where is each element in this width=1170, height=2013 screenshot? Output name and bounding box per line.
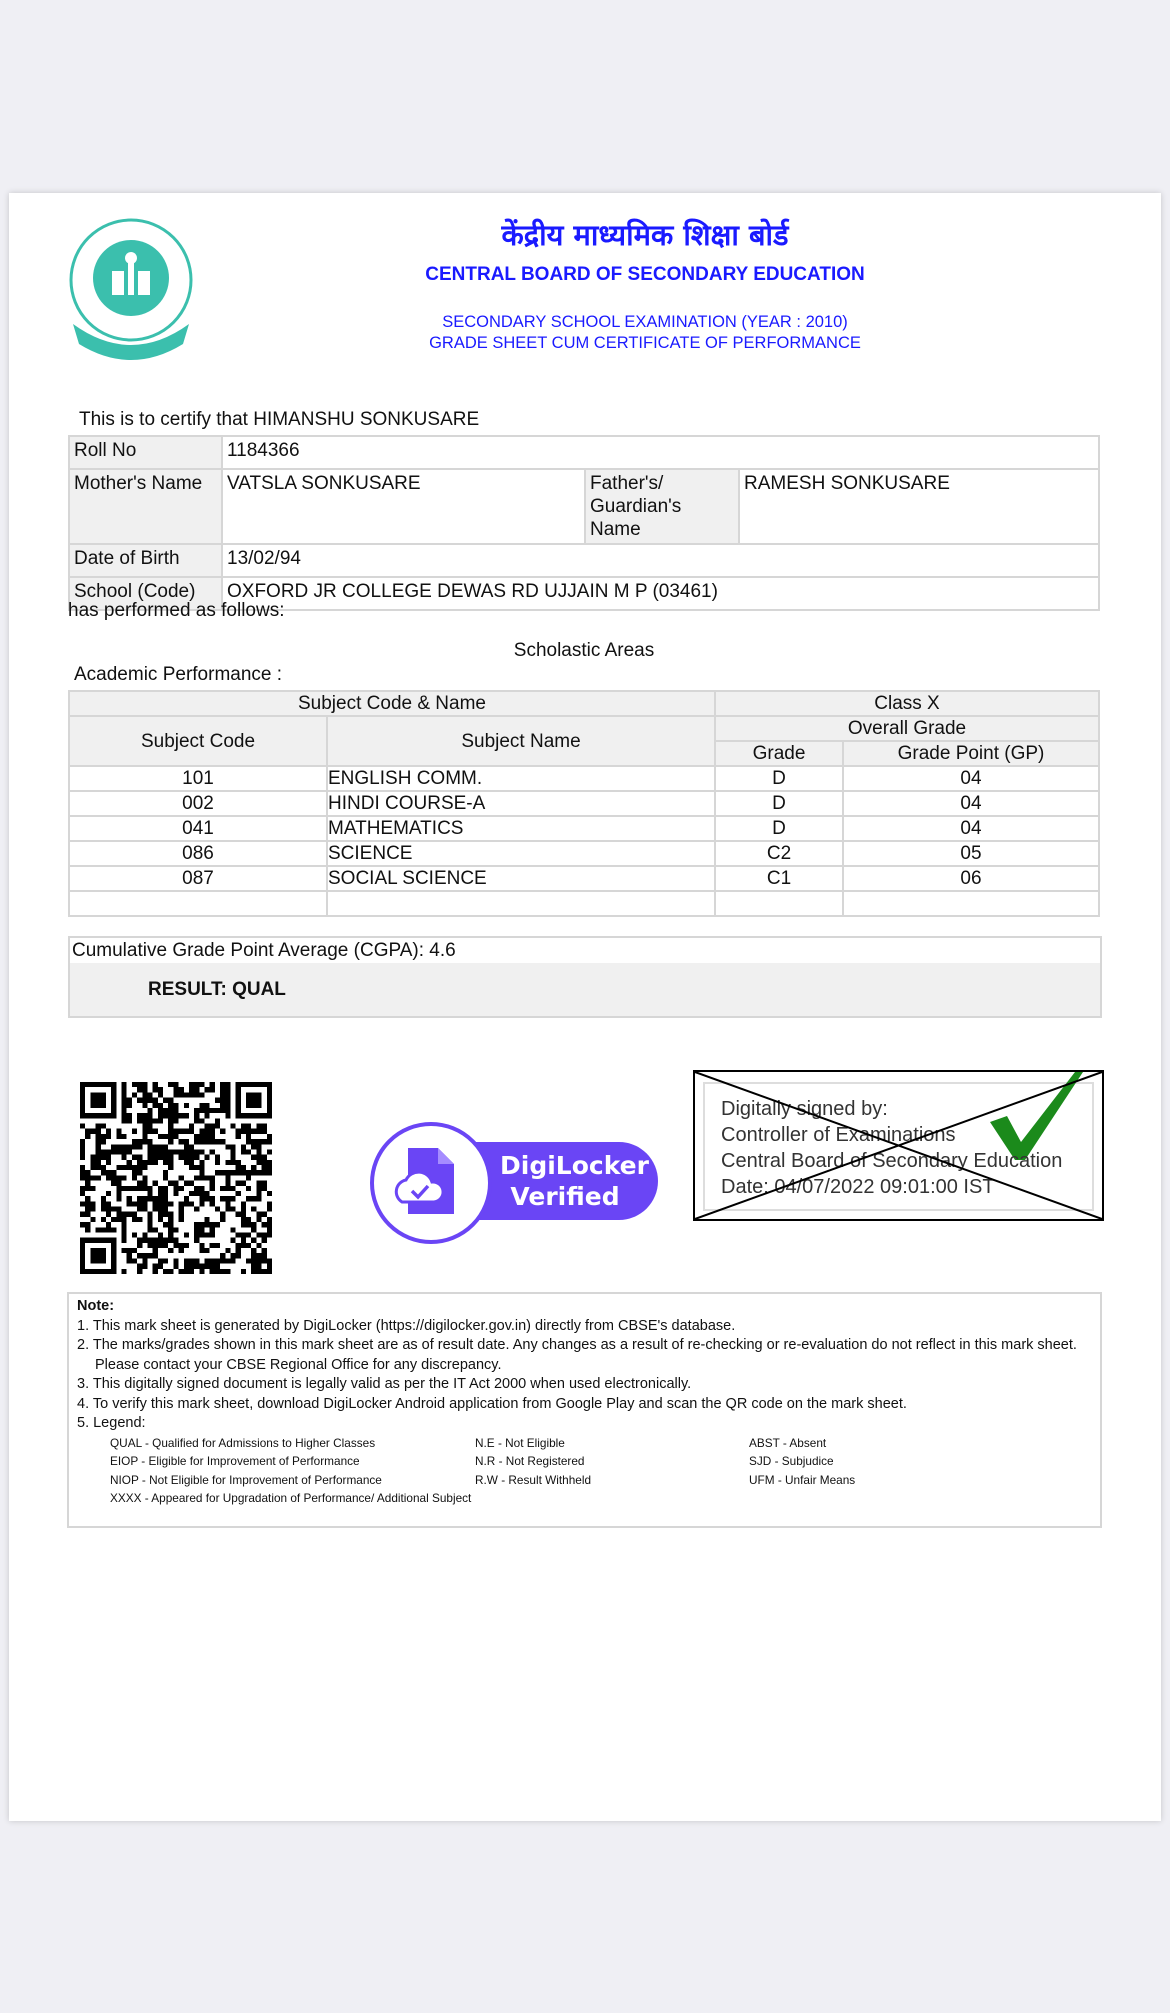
- header-subject: Subject Code & Name: [69, 691, 715, 716]
- legend-item: XXXX - Appeared for Upgradation of Performance/ Additional Subject: [110, 1491, 472, 1505]
- grade: C2: [715, 841, 843, 866]
- note-item: 3. This digitally signed document is legally valid as per the IT Act 2000 when used electronically.: [77, 1376, 692, 1392]
- badge-line-1: DigiLocker: [500, 1151, 649, 1180]
- grade-row: [69, 766, 1099, 791]
- grade: D: [715, 766, 843, 791]
- father-label-1: Father's/: [590, 473, 664, 494]
- legend-item: R.W - Result Withheld: [475, 1472, 592, 1487]
- legend-item: QUAL - Qualified for Admissions to Higher Classes: [110, 1435, 376, 1450]
- grade-row: [69, 791, 1099, 816]
- grades-table: [68, 690, 1100, 917]
- header-class: Class X: [715, 691, 1099, 716]
- note-item: 2. The marks/grades shown in this mark sheet are as of result date. Any changes as a result of re-checking or re-evaluation do not reflect in this mark sheet. Please contact your CBSE Regional Office for any discrepancy.: [77, 1337, 1077, 1373]
- subject-name: SOCIAL SCIENCE: [327, 866, 715, 891]
- father-value: RAMESH SONKUSARE: [739, 469, 1099, 544]
- subject-code: 002: [69, 791, 327, 816]
- school-value: OXFORD JR COLLEGE DEWAS RD UJJAIN M P (03461): [222, 577, 1099, 610]
- header-grade: Grade: [715, 741, 843, 766]
- empty-cell: [327, 891, 715, 916]
- result-text: RESULT: QUAL: [148, 979, 286, 1000]
- document-cloud-check-icon: [392, 1144, 462, 1218]
- legend-item: SJD - Subjudice: [749, 1454, 834, 1468]
- cross-lines: [695, 1072, 1102, 1219]
- note-title: Note:: [77, 1298, 115, 1314]
- father-label-2: Guardian's Name: [590, 496, 682, 540]
- performed-text: has performed as follows:: [68, 600, 285, 621]
- mother-label: Mother's Name: [69, 469, 222, 544]
- legend-item: N.E - Not Eligible: [475, 1435, 565, 1450]
- grade: C1: [715, 866, 843, 891]
- subject-code: 041: [69, 816, 327, 841]
- dob-value: 13/02/94: [222, 544, 1099, 577]
- sig-line-2: Controller of Examinations: [721, 1124, 956, 1146]
- note-item: 4. To verify this mark sheet, download DigiLocker Android application from Google Play and scan the QR code on the mark sheet.: [77, 1395, 907, 1412]
- subject-name: ENGLISH COMM.: [327, 766, 715, 791]
- roll-label: Roll No: [69, 436, 222, 469]
- grade-row: [69, 866, 1099, 891]
- grade-point: 04: [843, 766, 1099, 791]
- academic-label: Academic Performance :: [74, 664, 283, 685]
- dob-label: Date of Birth: [69, 544, 222, 577]
- note-item: 5. Legend:: [77, 1415, 146, 1431]
- sig-line-1: Digitally signed by:: [721, 1098, 888, 1120]
- roll-value: 1184366: [222, 436, 1099, 469]
- exam-title: [120, 312, 1170, 354]
- header-code: Subject Code: [69, 716, 327, 766]
- grade-point: 04: [843, 816, 1099, 841]
- legend-item: ABST - Absent: [749, 1435, 827, 1450]
- empty-cell: [715, 891, 843, 916]
- legend-item: EIOP - Eligible for Improvement of Performance: [110, 1454, 360, 1468]
- sig-line-4: Date: 04/07/2022 09:01:00 IST: [721, 1176, 995, 1198]
- qr-code[interactable]: [80, 1082, 272, 1274]
- student-info-table: [68, 435, 1100, 611]
- school-label: School (Code): [69, 577, 222, 610]
- legend-item: N.R - Not Registered: [475, 1454, 585, 1468]
- legend-item: UFM - Unfair Means: [749, 1472, 856, 1487]
- subject-name: HINDI COURSE-A: [327, 791, 715, 816]
- mother-value: VATSLA SONKUSARE: [222, 469, 585, 544]
- subject-code: 086: [69, 841, 327, 866]
- exam-line: SECONDARY SCHOOL EXAMINATION (YEAR : 2010): [442, 313, 848, 331]
- badge-line-2: Verified: [510, 1182, 620, 1211]
- note-item: 1. This mark sheet is generated by DigiLocker (https://digilocker.gov.in) directly from CBSE's database.: [77, 1317, 736, 1334]
- sheet-line: GRADE SHEET CUM CERTIFICATE OF PERFORMANCE: [429, 334, 861, 352]
- subject-name: MATHEMATICS: [327, 816, 715, 841]
- grade-row: [69, 841, 1099, 866]
- header-gp: Grade Point (GP): [843, 741, 1099, 766]
- header-overall: Overall Grade: [715, 716, 1099, 741]
- empty-cell: [843, 891, 1099, 916]
- digital-signature-box[interactable]: [693, 1070, 1104, 1221]
- board-title: CENTRAL BOARD OF SECONDARY EDUCATION: [425, 264, 865, 285]
- result: [68, 963, 1102, 1018]
- digilocker-verified-badge: [368, 1120, 660, 1244]
- grade: D: [715, 791, 843, 816]
- scholastic-title: Scholastic Areas: [513, 640, 655, 661]
- sig-line-3: Central Board of Secondary Education: [721, 1150, 1063, 1172]
- empty-cell: [69, 891, 327, 916]
- grade-point: 04: [843, 791, 1099, 816]
- grade-point: 05: [843, 841, 1099, 866]
- subject-code: 087: [69, 866, 327, 891]
- father-label: [585, 469, 739, 544]
- legend-item: NIOP - Not Eligible for Improvement of Performance: [110, 1472, 382, 1487]
- subject-name: SCIENCE: [327, 841, 715, 866]
- grade: D: [715, 816, 843, 841]
- grade-row: [69, 816, 1099, 841]
- grade-point: 06: [843, 866, 1099, 891]
- certify-text: This is to certify that HIMANSHU SONKUSARE: [79, 409, 480, 430]
- cgpa: Cumulative Grade Point Average (CGPA): 4.6: [68, 936, 1102, 965]
- notes-box: [67, 1292, 1102, 1528]
- subject-code: 101: [69, 766, 327, 791]
- header-name: Subject Name: [327, 716, 715, 766]
- hindi-title: केंद्रीय माध्यमिक शिक्षा बोर्ड: [501, 218, 789, 252]
